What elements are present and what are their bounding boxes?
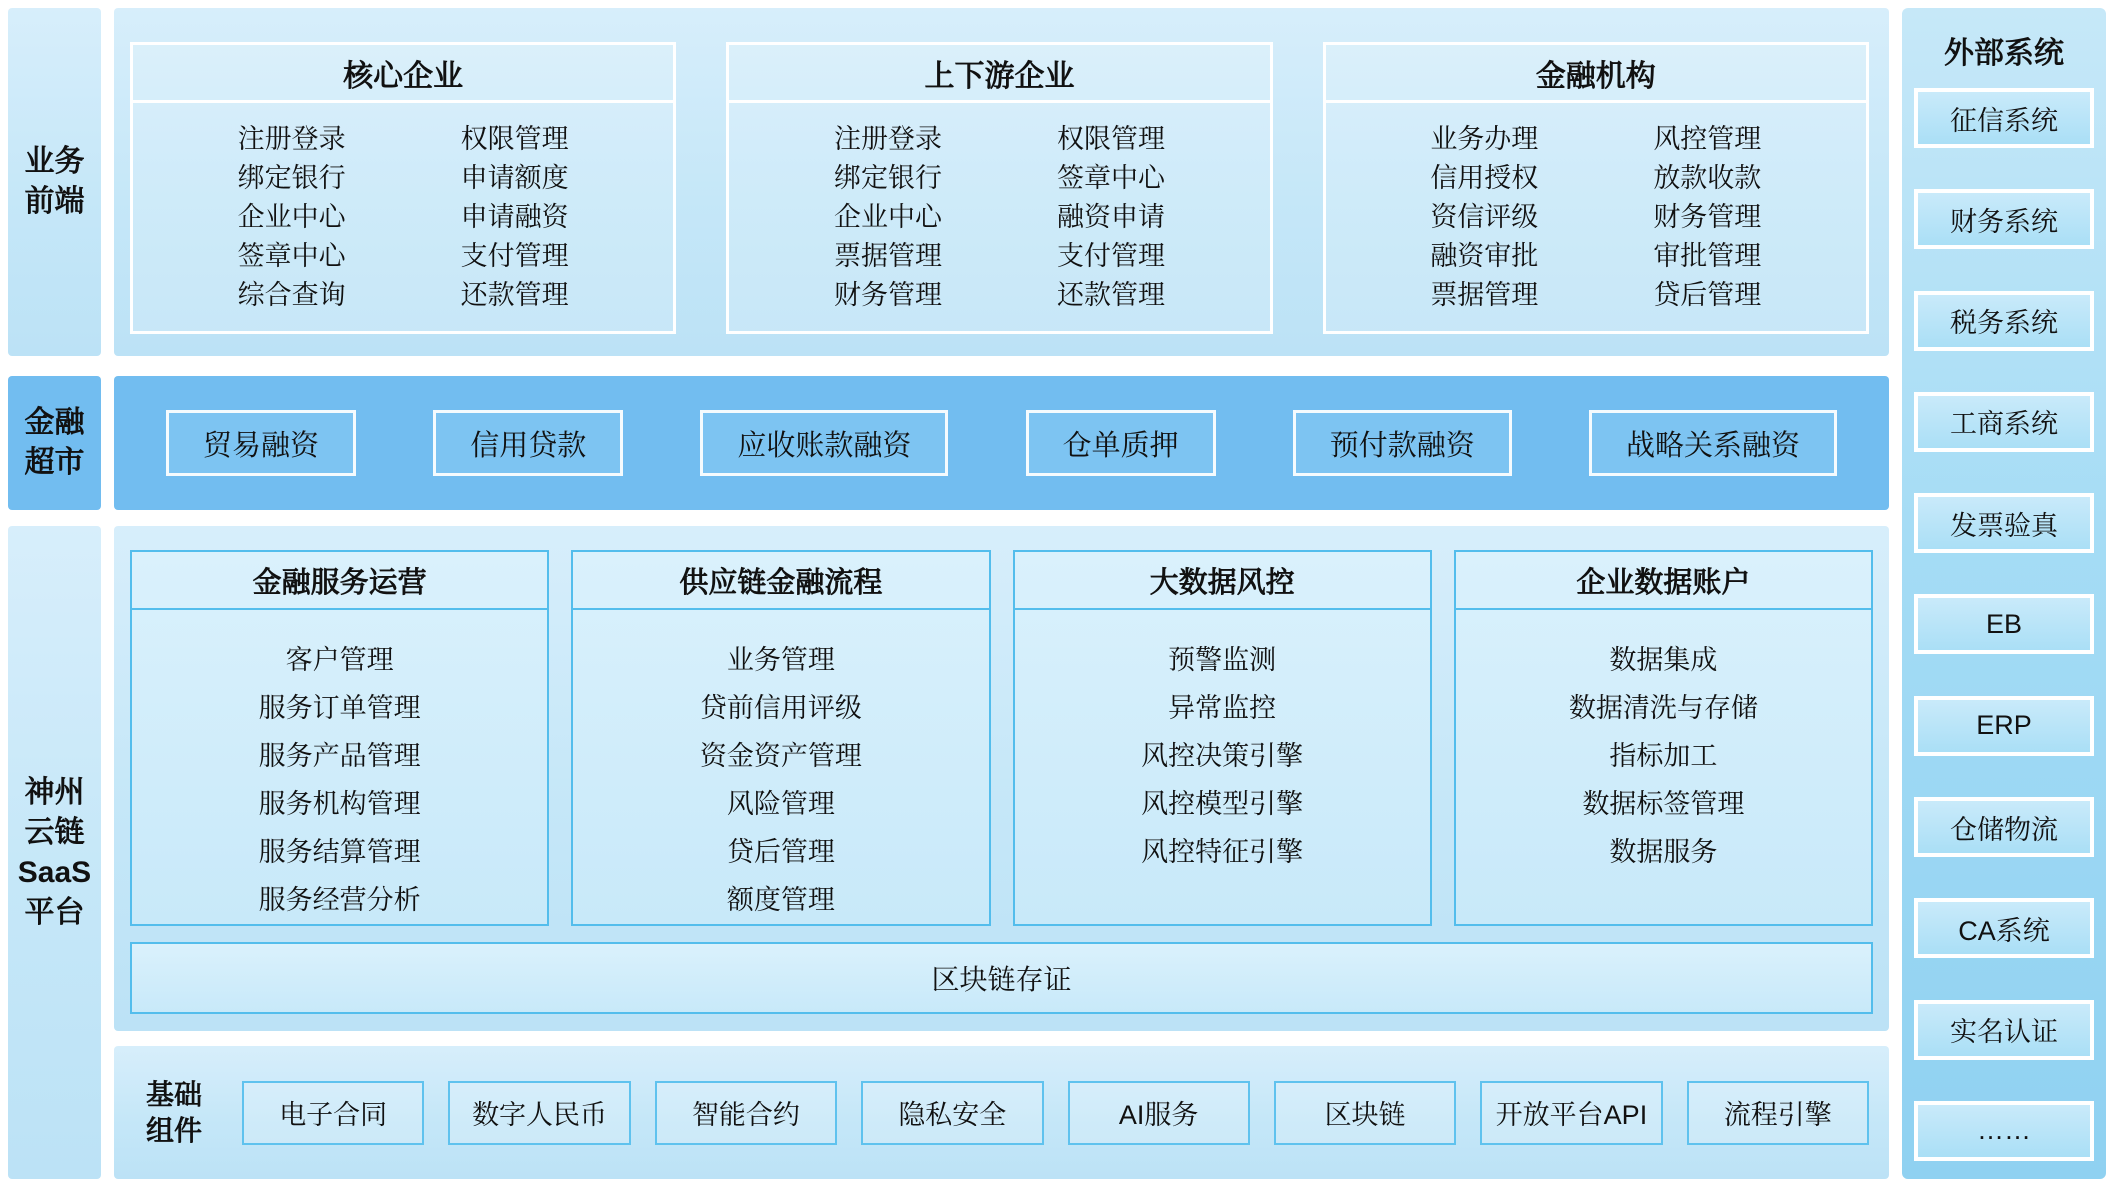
feature-item: 财务管理	[1653, 201, 1762, 232]
card-enterprise-data-account	[1454, 550, 1873, 926]
market-chip-trade-finance: 贸易融资	[166, 410, 356, 476]
feature-item: 风控特征引擎	[1141, 837, 1304, 867]
feature-column	[1430, 120, 1538, 315]
band-business-frontend	[114, 8, 1889, 356]
feature-column	[1057, 120, 1165, 315]
feature-item: 票据管理	[1430, 279, 1539, 310]
external-chip-ellipsis: ……	[1914, 1101, 2094, 1161]
band-basic-components	[114, 1046, 1889, 1179]
component-chip-process-engine: 流程引擎	[1687, 1081, 1869, 1145]
external-chip-eb: EB	[1914, 594, 2094, 654]
band-finance-market	[114, 376, 1889, 510]
feature-item: 权限管理	[460, 123, 569, 154]
feature-item: 风险管理	[726, 789, 835, 819]
basic-components-label	[130, 1077, 218, 1149]
feature-item: 财务管理	[833, 279, 942, 310]
external-chip-industry-commerce-system: 工商系统	[1914, 392, 2094, 452]
card-title: 金融机构	[1326, 45, 1866, 103]
feature-item: 风控决策引擎	[1141, 741, 1304, 771]
layer-label-line: 云链	[24, 815, 85, 849]
feature-item: 服务产品管理	[258, 741, 421, 771]
market-chip-prepayment-financing: 预付款融资	[1293, 410, 1512, 476]
feature-item: 签章中心	[237, 240, 346, 271]
feature-column	[834, 120, 942, 315]
feature-item: 服务机构管理	[258, 789, 421, 819]
feature-item: 贷后管理	[726, 837, 835, 867]
main-area	[114, 8, 1889, 1179]
feature-item: 数据标签管理	[1582, 789, 1745, 819]
layer-label-line: 神州	[24, 775, 85, 809]
card-updown-stream-enterprise	[726, 42, 1272, 334]
card-financial-service-operation	[130, 550, 549, 926]
feature-item: 服务结算管理	[258, 837, 421, 867]
feature-item: 票据管理	[833, 240, 942, 271]
feature-item: 资金资产管理	[699, 741, 862, 771]
card-body	[729, 103, 1269, 331]
card-title: 金融服务运营	[132, 552, 547, 610]
feature-item: 指标加工	[1609, 741, 1718, 771]
card-body	[1326, 103, 1866, 331]
feature-item: 数据集成	[1609, 645, 1718, 675]
feature-item: 服务经营分析	[258, 885, 421, 915]
feature-item: 支付管理	[460, 240, 569, 271]
market-chip-strategic-relation-financing: 战略关系融资	[1589, 410, 1837, 476]
market-chip-credit-loan: 信用贷款	[433, 410, 623, 476]
feature-column	[1653, 120, 1761, 315]
card-title: 供应链金融流程	[573, 552, 988, 610]
component-chip-ai-service: AI服务	[1068, 1081, 1250, 1145]
card-title: 核心企业	[133, 45, 673, 103]
feature-item: 绑定银行	[237, 162, 346, 193]
external-chip-erp: ERP	[1914, 696, 2094, 756]
external-chip-warehouse-logistics: 仓储物流	[1914, 797, 2094, 857]
feature-item: 签章中心	[1056, 162, 1165, 193]
component-chip-privacy-security: 隐私安全	[861, 1081, 1043, 1145]
feature-item: 审批管理	[1653, 240, 1762, 271]
external-chip-tax-system: 税务系统	[1914, 291, 2094, 351]
layer-label-saas-platform	[8, 526, 101, 1179]
market-chip-warehouse-receipt-pledge: 仓单质押	[1026, 410, 1216, 476]
external-chip-ca-system: CA系统	[1914, 898, 2094, 958]
left-rail	[8, 8, 101, 1179]
blockchain-evidence-bar: 区块链存证	[130, 942, 1873, 1014]
card-core-enterprise	[130, 42, 676, 334]
feature-item: 还款管理	[1056, 279, 1165, 310]
feature-item: 服务订单管理	[258, 693, 421, 723]
feature-item: 企业中心	[237, 201, 346, 232]
feature-item: 申请额度	[460, 162, 569, 193]
layer-label-line: 基础	[145, 1078, 202, 1110]
external-chip-invoice-verification: 发票验真	[1914, 493, 2094, 553]
layer-label-line: 组件	[145, 1114, 202, 1146]
layer-label-business-frontend	[8, 8, 101, 356]
component-chip-blockchain: 区块链	[1274, 1081, 1456, 1145]
feature-item: 还款管理	[460, 279, 569, 310]
layer-label-line: SaaS	[17, 855, 92, 889]
feature-column	[238, 120, 346, 315]
card-big-data-risk-control	[1013, 550, 1432, 926]
feature-item: 预警监测	[1168, 645, 1277, 675]
card-financial-institution	[1323, 42, 1869, 334]
external-chip-credit-system: 征信系统	[1914, 88, 2094, 148]
feature-item: 融资申请	[1056, 201, 1165, 232]
feature-item: 注册登录	[237, 123, 346, 154]
external-systems-panel	[1902, 8, 2106, 1179]
band-saas-platform	[114, 526, 1889, 1031]
feature-item: 风控模型引擎	[1141, 789, 1304, 819]
external-systems-title: 外部系统	[1944, 37, 2064, 70]
layer-label-line: 平台	[24, 895, 85, 929]
feature-item: 企业中心	[833, 201, 942, 232]
feature-item: 注册登录	[833, 123, 942, 154]
layer-label-line: 业务	[24, 145, 85, 178]
card-supply-chain-finance-process	[571, 550, 990, 926]
card-body	[1456, 610, 1871, 924]
feature-item: 权限管理	[1056, 123, 1165, 154]
component-chip-open-platform-api: 开放平台API	[1480, 1081, 1662, 1145]
card-title: 大数据风控	[1015, 552, 1430, 610]
feature-column	[461, 120, 569, 315]
component-chip-e-contract: 电子合同	[242, 1081, 424, 1145]
market-chip-receivables-financing: 应收账款融资	[700, 410, 948, 476]
layer-label-line: 超市	[24, 446, 85, 479]
feature-item: 支付管理	[1056, 240, 1165, 271]
card-title: 上下游企业	[729, 45, 1269, 103]
card-body	[132, 610, 547, 924]
external-systems-list	[1914, 88, 2094, 1161]
external-chip-real-name-auth: 实名认证	[1914, 1000, 2094, 1060]
card-body	[133, 103, 673, 331]
feature-item: 数据清洗与存储	[1568, 693, 1758, 723]
card-title: 企业数据账户	[1456, 552, 1871, 610]
feature-item: 客户管理	[285, 645, 394, 675]
feature-item: 业务管理	[726, 645, 835, 675]
feature-item: 资信评级	[1430, 201, 1539, 232]
feature-item: 贷后管理	[1653, 279, 1762, 310]
saas-cards-row	[130, 550, 1873, 926]
layer-label-line: 前端	[24, 185, 85, 218]
external-chip-finance-system: 财务系统	[1914, 189, 2094, 249]
feature-item: 信用授权	[1430, 162, 1539, 193]
feature-item: 异常监控	[1168, 693, 1277, 723]
feature-item: 风控管理	[1653, 123, 1762, 154]
component-chip-digital-rmb: 数字人民币	[448, 1081, 630, 1145]
feature-item: 绑定银行	[833, 162, 942, 193]
layer-label-line: 金融	[24, 406, 85, 439]
feature-item: 申请融资	[460, 201, 569, 232]
card-body	[573, 610, 988, 924]
feature-item: 贷前信用评级	[699, 693, 862, 723]
layer-label-finance-market	[8, 376, 101, 510]
feature-item: 综合查询	[237, 279, 346, 310]
component-chip-smart-contract: 智能合约	[655, 1081, 837, 1145]
card-body	[1015, 610, 1430, 924]
feature-item: 业务办理	[1430, 123, 1539, 154]
feature-item: 数据服务	[1609, 837, 1718, 867]
feature-item: 融资审批	[1430, 240, 1539, 271]
feature-item: 额度管理	[726, 885, 835, 915]
feature-item: 放款收款	[1653, 162, 1762, 193]
